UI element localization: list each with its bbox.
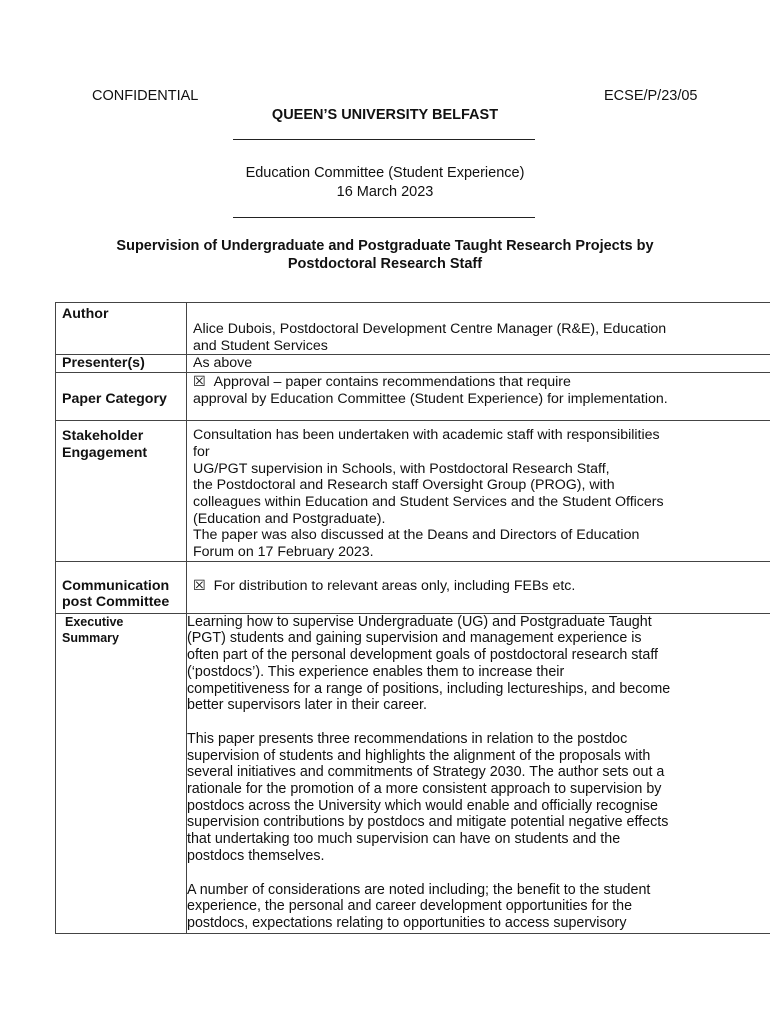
header-divider-top: [233, 139, 535, 140]
row-author: [56, 303, 770, 355]
stakeholder-label-line2: Engagement: [62, 444, 148, 461]
meeting-date: 16 March 2023: [336, 184, 434, 200]
presenter-value: As above: [193, 355, 253, 372]
row-communication: [56, 561, 770, 613]
paper-title-line2: Postdoctoral Research Staff: [287, 256, 483, 272]
summary-line: supervision contributions by postdocs and mitigate potential negative effects: [187, 814, 669, 831]
summary-line: A number of considerations are noted including; the benefit to the student: [187, 881, 651, 898]
stakeholder-line: (Education and Postgraduate).: [193, 510, 386, 527]
stakeholder-label-line1: Stakeholder: [62, 428, 144, 445]
summary-line: (‘postdocs’). This experience enables them to increase their: [187, 663, 565, 680]
summary-line: Learning how to supervise Undergraduate (UG) and Postgraduate Taught: [187, 613, 652, 630]
stakeholder-line: colleagues within Education and Student Services and the Student Officers: [193, 493, 664, 510]
row-stakeholder-engagement: [56, 421, 770, 562]
distribution-checkbox-icon: ☒: [193, 577, 206, 594]
summary-line: rationale for the promotion of a more consistent approach to supervision by: [187, 781, 662, 798]
summary-line: postdocs, expectations relating to opportunities to access supervisory: [187, 914, 627, 931]
stakeholder-line: Forum on 17 February 2023.: [193, 544, 374, 561]
summary-line: better supervisors later in their career.: [187, 697, 427, 714]
summary-line: that undertaking too much supervision can have on students and the: [187, 831, 621, 848]
summary-line: experience, the personal and career development opportunities for the: [187, 898, 633, 915]
stakeholder-line: UG/PGT supervision in Schools, with Postdoctoral Research Staff,: [193, 460, 610, 477]
presenter-label: Presenter(s): [62, 355, 145, 372]
summary-line: several initiatives and commitments of Strategy 2030. The author sets out a: [187, 764, 665, 781]
institution-name: QUEEN’S UNIVERSITY BELFAST: [271, 107, 499, 123]
communication-label-line2: post Committee: [62, 594, 170, 611]
row-executive-summary: [56, 613, 770, 933]
summary-label-line2: Summary: [62, 630, 119, 645]
paper-reference: ECSE/P/23/05: [604, 88, 698, 104]
stakeholder-line: The paper was also discussed at the Deans and Directors of Education: [193, 527, 640, 544]
summary-label-line1: Executive: [65, 614, 124, 629]
summary-line: This paper presents three recommendations in relation to the postdoc: [187, 730, 628, 747]
summary-line: postdocs across the University which would enable and officially recognise: [187, 797, 658, 814]
header-divider-bottom: [233, 217, 535, 218]
summary-line: often part of the personal development goals of postdoctoral research staff: [187, 647, 659, 664]
committee-name: Education Committee (Student Experience): [245, 165, 525, 181]
row-paper-category: [56, 373, 770, 421]
stakeholder-line: the Postdoctoral and Research staff Oversight Group (PROG), with: [193, 477, 615, 494]
confidential-label: CONFIDENTIAL: [92, 88, 199, 104]
summary-line: supervision of students and highlights the alignment of the proposals with: [187, 747, 651, 764]
row-presenter: [56, 355, 770, 373]
paper-category-label: Paper Category: [62, 391, 167, 408]
cover-sheet-table: [55, 302, 770, 934]
communication-label-line1: Communication: [62, 577, 170, 594]
author-line1: Alice Dubois, Postdoctoral Development Centre Manager (R&E), Education: [193, 321, 667, 337]
communication-value: For distribution to relevant areas only, including FEBs etc.: [213, 577, 576, 594]
author-label: Author: [62, 306, 109, 322]
author-line2: and Student Services: [193, 337, 328, 354]
paper-title-line1: Supervision of Undergraduate and Postgraduate Taught Research Projects by: [116, 238, 654, 254]
summary-line: postdocs themselves.: [187, 847, 325, 864]
category-line2: approval by Education Committee (Student Experience) for implementation.: [193, 390, 668, 407]
stakeholder-line: for: [193, 443, 210, 460]
approval-checkbox-icon: ☒: [193, 374, 206, 391]
summary-line: (PGT) students and gaining supervision and management experience is: [187, 630, 642, 647]
category-line1: Approval – paper contains recommendations that require: [213, 374, 571, 391]
stakeholder-line: Consultation has been undertaken with academic staff with responsibilities: [193, 427, 660, 444]
summary-line: competitiveness for a range of positions, including lectureships, and become: [187, 680, 671, 697]
